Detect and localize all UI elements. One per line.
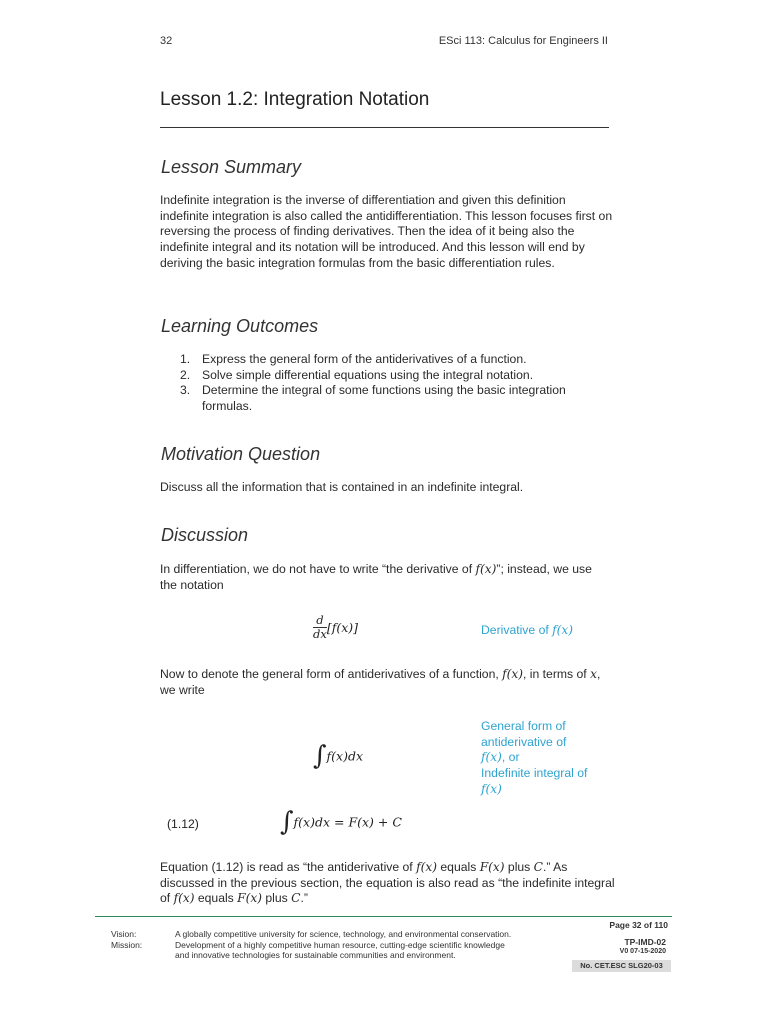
outcome-text: Determine the integral of some functions using the basic integration formulas. xyxy=(202,383,566,414)
derivative-annotation: Derivative of f(x) xyxy=(481,623,574,637)
discussion-paragraph-1: In differentiation, we do not have to write “the derivative of f(x)”; instead, we use the notation xyxy=(160,562,592,592)
list-item: 3. Determine the integral of some functions using the basic integration formulas. xyxy=(180,383,566,414)
page-number: 32 xyxy=(160,35,173,47)
footer-divider xyxy=(95,916,672,917)
integral-sign-icon: ∫ xyxy=(313,741,327,771)
summary-paragraph: Indefinite integration is the inverse of differentiation and given this definition indefinite integration is also called the antidifferentiation. This lesson focuses first on reversing the process of finding derivatives. Then the idea of it being also the indefinite integral and its notation will be introduced. And this lesson will end by deriving the basic integration formulas from the basic differentiation rules. xyxy=(160,193,613,270)
lesson-title: Lesson 1.2: Integration Notation xyxy=(160,89,430,110)
document-number: No. CET.ESC SLG20-03 xyxy=(572,960,671,972)
summary-heading: Lesson Summary xyxy=(161,157,302,177)
version-date: V0 07-15-2020 xyxy=(619,948,666,955)
list-item: 1. Express the general form of the antiderivatives of a function. xyxy=(180,352,527,366)
outcome-text: Solve simple differential equations using the integral notation. xyxy=(202,367,534,382)
discussion-paragraph-3: Equation (1.12) is read as “the antiderivative of f(x) equals F(x) plus C.” As discussed in the previous section, the equation is also read as “the indefinite integral of f(x) equals F(x) plus C.” xyxy=(160,860,615,906)
page-of-total: Page 32 of 110 xyxy=(609,920,668,930)
derivative-fraction: $\frac{d}{dx}$ xyxy=(313,613,327,641)
integral-annotation: General form of antiderivative of f(x), or Indefinite integral of f(x) xyxy=(481,719,588,796)
title-divider xyxy=(160,127,609,128)
equation-label: (1.12) xyxy=(167,817,199,831)
mission-label: Mission: xyxy=(111,940,143,950)
vision-text: A globally competitive university for science, technology, and environmental conservation. xyxy=(175,929,512,939)
integral-notation: ∫f(x)dx xyxy=(313,741,364,771)
discussion-paragraph-2: Now to denote the general form of antiderivatives of a function, f(x), in terms of x, we write xyxy=(160,667,601,697)
form-code: TP-IMD-02 xyxy=(624,937,666,947)
discussion-heading: Discussion xyxy=(161,525,249,545)
course-title: ESci 113: Calculus for Engineers II xyxy=(438,35,608,47)
derivative-notation: $\frac{d}{dx}$ [f(x)] xyxy=(313,613,359,641)
motivation-heading: Motivation Question xyxy=(161,444,321,464)
integral-sign-icon: ∫ xyxy=(280,807,294,837)
math-fx: f(x) xyxy=(475,562,497,576)
mission-text-2: and innovative technologies for sustainable communities and environment. xyxy=(175,950,456,960)
motivation-text: Discuss all the information that is contained in an indefinite integral. xyxy=(160,480,524,494)
equation-1-12: ∫f(x)dx = F(x) + C xyxy=(280,807,402,837)
mission-text-1: Development of a highly competitive human resource, cutting-edge scientific knowledge xyxy=(175,940,505,950)
list-item: 2. Solve simple differential equations using the integral notation. xyxy=(180,367,534,382)
outcome-text: Express the general form of the antiderivatives of a function. xyxy=(202,352,527,366)
summary-text xyxy=(160,193,615,272)
outcomes-heading: Learning Outcomes xyxy=(161,316,319,336)
vision-label: Vision: xyxy=(111,929,137,939)
outcomes-list xyxy=(160,352,615,415)
